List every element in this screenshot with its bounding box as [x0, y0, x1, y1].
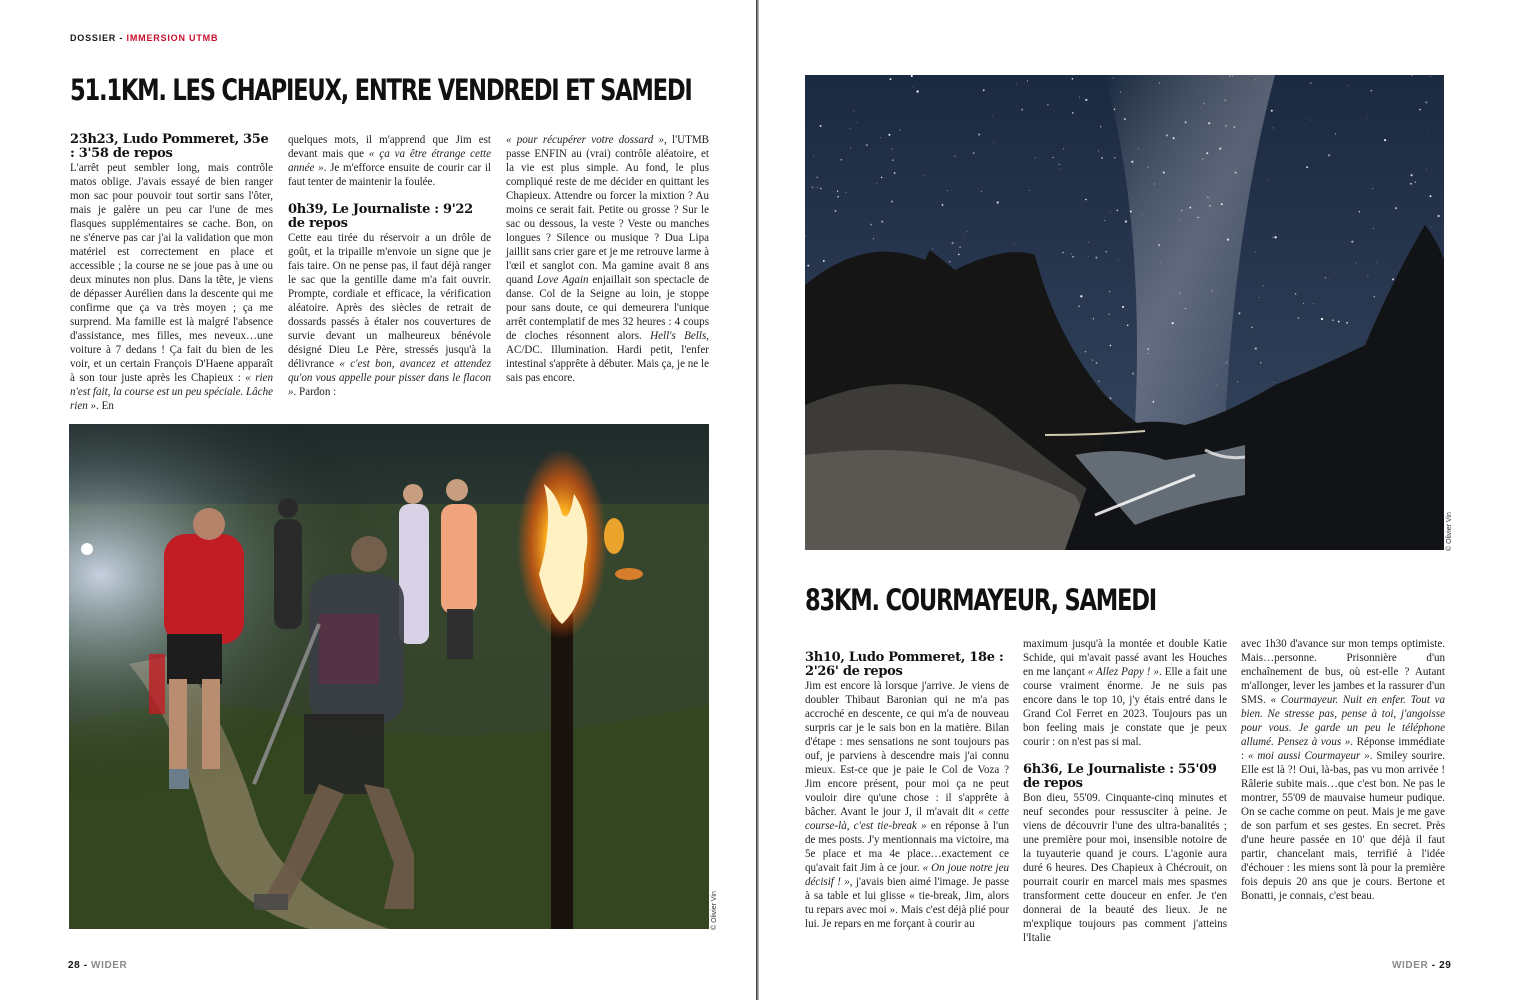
- star-dot: [1227, 238, 1229, 240]
- star-dot: [1085, 99, 1087, 101]
- star-dot: [1226, 361, 1227, 362]
- star-dot: [1430, 195, 1432, 197]
- right-col3-reply-quote: « moi aussi Courmayeur »: [1247, 750, 1370, 762]
- star-dot: [1095, 256, 1097, 258]
- star-dot: [1232, 76, 1233, 77]
- star-dot: [967, 231, 968, 232]
- star-dot: [857, 122, 858, 123]
- star-dot: [1234, 126, 1236, 128]
- star-dot: [994, 142, 995, 143]
- left-col3-text-1: , l'UTMB passe ENFIN au (vrai) contrôle aléatoire, et la vie est plus simple. Au fond, le plus compliqué reste de me décider en quittant les Chapieux. Attendre ou forcer la mixtion ? Au moins ce serait fait. Petite ou grosse ? Sur le sac ou dessous, la veste ? Veste ou manches longues ? Silence ou musique ? Dua Lipa jaillit sans crier gare et je me retrouve larme à l'œil et sanglot con. Ma gamine avait 8 ans quand: [506, 134, 710, 286]
- left-col3-text-3: , AC/DC. Illumination. Hardi petit, l'enfer intestinal s'apprête à débuter. Mais ça, je ne le sais pas encore.: [506, 330, 710, 384]
- star-dot: [1338, 321, 1340, 323]
- star-dot: [1367, 275, 1368, 276]
- star-dot: [1274, 382, 1275, 383]
- star-dot: [1093, 318, 1094, 319]
- right-column-2: [1023, 637, 1227, 945]
- runners-photo-illustration: [69, 424, 709, 929]
- star-dot: [1098, 150, 1099, 151]
- left-col2-body: [288, 231, 491, 399]
- right-page-number: 29: [1439, 960, 1452, 971]
- star-dot: [1052, 157, 1053, 158]
- left-folio-separator: -: [83, 960, 88, 971]
- star-dot: [1432, 227, 1433, 228]
- star-dot: [1201, 122, 1202, 123]
- star-dot: [947, 190, 948, 191]
- star-dot: [1166, 134, 1168, 136]
- runners-night-photo: [69, 424, 709, 929]
- right-col3-body: [1241, 637, 1445, 903]
- star-dot: [1335, 133, 1336, 134]
- star-dot: [1392, 278, 1394, 280]
- star-dot: [912, 87, 913, 88]
- section-tag: [70, 33, 218, 43]
- star-dot: [981, 191, 982, 192]
- star-dot: [1173, 137, 1175, 139]
- star-dot: [881, 177, 882, 178]
- star-dot: [1221, 203, 1223, 205]
- star-dot: [1160, 262, 1161, 263]
- right-column-1: [805, 651, 1009, 931]
- star-dot: [1297, 317, 1299, 319]
- star-dot: [1159, 82, 1160, 83]
- right-folio-separator: -: [1431, 960, 1436, 971]
- star-dot: [1122, 306, 1124, 308]
- star-dot: [877, 183, 878, 184]
- star-dot: [1147, 353, 1148, 354]
- star-dot: [1078, 305, 1080, 307]
- star-dot: [1047, 104, 1049, 106]
- star-dot: [1263, 285, 1264, 286]
- star-dot: [1100, 126, 1101, 127]
- star-dot: [1303, 303, 1304, 304]
- star-dot: [1138, 148, 1139, 149]
- star-dot: [954, 156, 955, 157]
- star-dot: [1268, 180, 1269, 181]
- right-col3-text-1: avec 1h30 d'avance sur mon temps optimiste. Mais…personne. Prisonnière d'un enchaînement de bus, où est-elle ? Autant m'allonger, lever les jambes et la rassurer d'un SMS.: [1241, 638, 1445, 706]
- right-headline: 83KM. COURMAYEUR, SAMEDI: [805, 583, 1156, 617]
- star-dot: [952, 242, 954, 244]
- star-dot: [1114, 157, 1115, 158]
- star-dot: [1104, 220, 1105, 221]
- right-col1-text-1: Jim est encore là lorsque j'arrive. Je viens de doubler Thibaut Baronian qui ne m'a pas accroché en descente, ce qui m'a de nouveau surpris car je le sais bon en la matière. Bilan d'étape : mes sensations ne sont toujours pas ouf, je parviens à descendre mais j'ai connu mieux. Est-ce que je paie le Col de Voza ? Jim encore présent, pour moi ça ne peut vouloir dire qu'une chose : il s'apprête à bâcher. Avant le jour J, il m'avait dit: [805, 680, 1009, 818]
- star-dot: [1237, 381, 1238, 382]
- left-page: [0, 0, 757, 1000]
- star-dot: [1209, 205, 1211, 207]
- star-dot: [1260, 362, 1261, 363]
- star-dot: [1085, 351, 1086, 352]
- star-dot: [1092, 359, 1093, 360]
- star-dot: [1072, 112, 1074, 114]
- star-dot: [1101, 157, 1103, 159]
- star-dot: [1251, 327, 1252, 328]
- star-dot: [892, 159, 894, 161]
- right-col3-text-3: . Smiley sourire. Elle est là ?! Oui, là-bas, pas vu mon arrivée ! Râlerie subite mais…que c'est bon. Ne pas le montrer, 55'09 de mauvaise humeur pudique. On se cache comme on peut. Mais je me gave de son parfum et ses gestes. En secret. Près d'une heure passée en 10' que déjà il faut partir, chancelant mais, terrifié à l'idée d'échouer : les miens sont là pour la première fois depuis 20 ans que je cours. Bertone et Bonatti, je connais, c'est beau.: [1241, 750, 1445, 902]
- right-photo-credit: © Olivier Vin: [1446, 512, 1453, 551]
- section-separator: -: [119, 33, 124, 43]
- star-dot: [983, 89, 985, 91]
- right-col2-body-2: Bon dieu, 55'09. Cinquante-cinq minutes et neuf secondes pour ressusciter à peine. Je viens de découvrir l'une des ultra-banalités ; une première pour moi, insensible notoire de la tuyauterie quand je cours. L'agonie aura duré 6 heures. Des Chapieux à Chécrouit, on pourrait courir en marcel mais mes spasmes transforment cette douceur en enfer. Je t'en donnerai de la beauté des lieux. Je ne m'explique toujours pas comment j'atteins l'Italie: [1023, 792, 1227, 944]
- star-dot: [992, 115, 993, 116]
- star-dot: [1142, 386, 1143, 387]
- star-dot: [1185, 308, 1187, 310]
- star-dot: [942, 204, 944, 206]
- star-dot: [1179, 220, 1180, 221]
- star-dot: [1197, 217, 1198, 218]
- star-dot: [1306, 166, 1308, 168]
- right-col1-subheading: 3h10, Ludo Pommeret, 18e : 2'26' de repos: [805, 650, 1004, 679]
- star-dot: [1072, 256, 1074, 258]
- star-dot: [1118, 260, 1119, 261]
- left-magazine-name: WIDER: [91, 960, 128, 971]
- star-dot: [1181, 210, 1182, 211]
- star-dot: [880, 137, 881, 138]
- right-col3-text-2: . Réponse immédiate :: [1241, 736, 1445, 762]
- star-dot: [924, 175, 925, 176]
- section-label: DOSSIER: [70, 33, 117, 43]
- star-dot: [1255, 347, 1257, 349]
- star-dot: [850, 128, 851, 129]
- star-dot: [1132, 372, 1134, 374]
- night-sky-illustration: [805, 75, 1444, 550]
- star-dot: [1238, 312, 1240, 314]
- star-dot: [1117, 210, 1118, 211]
- star-dot: [1272, 237, 1273, 238]
- star-dot: [888, 134, 890, 136]
- star-dot: [1059, 168, 1060, 169]
- star-dot: [1346, 322, 1348, 324]
- star-dot: [1430, 76, 1431, 77]
- star-dot: [932, 249, 933, 250]
- left-col2-intro-tail: . Je m'efforce ensuite de courir car il faut tenter de maintenir la foulée.: [288, 162, 491, 188]
- right-col1-text-2: en réponse à l'un de mes posts. J'y mentionnais ma victoire, ma 5e place et ma 4e place…exactement ce qu'avait fait Jim à ce jour.: [805, 820, 1010, 874]
- star-dot: [1426, 169, 1427, 170]
- star-dot: [1203, 103, 1204, 104]
- right-folio: [1392, 960, 1451, 971]
- star-dot: [1201, 107, 1202, 108]
- star-dot: [1368, 117, 1369, 118]
- left-col2-subheading: 0h39, Le Journaliste : 9'22 de repos: [288, 202, 473, 231]
- star-dot: [1374, 296, 1375, 297]
- right-col3-sms-quote: « Courmayeur. Nuit en enfer. Tout va bien. Ne stresse pas, pense à toi, j'angoisse pour vous. Je garde un peu le téléphone allumé. Pensez à vous »: [1241, 694, 1446, 748]
- left-col1-subheading: 23h23, Ludo Pommeret, 35e : 3'58 de repos: [70, 132, 269, 161]
- star-dot: [1195, 201, 1196, 202]
- left-col3-song-title-1: Love Again: [536, 274, 589, 286]
- left-col2-quote-1: « ça va être étrange cette année »: [288, 148, 491, 174]
- star-dot: [1255, 252, 1256, 253]
- star-dot: [866, 144, 868, 146]
- star-dot: [823, 260, 825, 262]
- star-dot: [958, 253, 960, 255]
- star-dot: [1189, 207, 1191, 209]
- star-dot: [1096, 362, 1098, 364]
- left-col3-song-title-2: Hell's Bells: [650, 330, 707, 342]
- left-col1-quote: « rien n'est fait, la course est un peu spéciale. Lâche rien »: [70, 372, 274, 412]
- star-dot: [820, 188, 822, 190]
- left-col3-text-2: enjaillait son spectacle de danse. Col de la Seigne au loin, je stoppe pour sans doute, ce qui demeurera l'unique arrêt contemplatif de mes 32 heures : 4 coups de cloches résonnent alors.: [506, 274, 709, 342]
- star-dot: [973, 152, 975, 154]
- star-dot: [850, 148, 851, 149]
- star-dot: [1425, 101, 1427, 103]
- right-magazine-name: WIDER: [1392, 960, 1429, 971]
- star-dot: [1088, 256, 1089, 257]
- star-dot: [1158, 244, 1160, 246]
- star-dot: [1027, 80, 1028, 81]
- star-dot: [1271, 110, 1273, 112]
- star-dot: [837, 196, 838, 197]
- star-dot: [807, 265, 809, 267]
- star-dot: [1359, 211, 1360, 212]
- star-dot: [1411, 174, 1413, 176]
- left-col2-quote-2: « c'est bon, avancez et attendez qu'on vous appelle pour pisser dans le flacon »: [288, 358, 491, 398]
- left-col2-tail: . Pardon :: [293, 386, 337, 398]
- star-dot: [911, 75, 913, 77]
- star-dot: [1179, 292, 1180, 293]
- star-dot: [1021, 109, 1023, 111]
- star-dot: [1410, 183, 1412, 185]
- star-dot: [1224, 100, 1226, 102]
- star-dot: [1113, 78, 1114, 79]
- star-dot: [1154, 184, 1155, 185]
- left-col3-quote: « pour récupérer votre dossard »: [506, 134, 665, 146]
- right-col2-text-1: maximum jusqu'à la montée et double Katie Schide, qui m'avait passé avant les Houches en me lançant: [1023, 638, 1227, 678]
- star-dot: [1110, 211, 1111, 212]
- star-dot: [1318, 211, 1319, 212]
- right-page: [759, 0, 1518, 1000]
- star-dot: [845, 192, 846, 193]
- star-dot: [1109, 397, 1111, 399]
- star-dot: [1310, 82, 1311, 83]
- star-dot: [1108, 314, 1109, 315]
- star-dot: [1098, 380, 1100, 382]
- star-dot: [1321, 318, 1323, 320]
- star-dot: [817, 187, 818, 188]
- star-dot: [853, 111, 854, 112]
- star-dot: [1411, 75, 1412, 76]
- star-dot: [1427, 133, 1428, 134]
- star-dot: [949, 261, 951, 263]
- star-dot: [873, 238, 874, 239]
- right-col2-subheading: 6h36, Le Journaliste : 55'09 de repos: [1023, 762, 1217, 791]
- left-column-1: [70, 133, 273, 413]
- star-dot: [816, 176, 818, 178]
- star-dot: [1372, 188, 1373, 189]
- left-column-3: [506, 133, 709, 385]
- star-dot: [1395, 207, 1397, 209]
- star-dot: [1348, 85, 1349, 86]
- star-dot: [1310, 120, 1311, 121]
- star-dot: [1172, 322, 1174, 324]
- right-col1-quote-2: « On joue notre jeu décisif ! »: [805, 862, 1009, 888]
- star-dot: [1088, 242, 1089, 243]
- star-dot: [1063, 148, 1064, 149]
- star-dot: [813, 156, 814, 157]
- star-dot: [1332, 319, 1334, 321]
- star-dot: [1351, 241, 1353, 243]
- star-dot: [1029, 190, 1030, 191]
- star-dot: [837, 190, 838, 191]
- star-dot: [891, 148, 892, 149]
- left-page-number: 28: [68, 960, 81, 971]
- star-dot: [1110, 345, 1112, 347]
- left-col3-body: [506, 133, 709, 385]
- milky-way-mountain-photo: [805, 75, 1444, 550]
- right-col2-body-1: [1023, 637, 1227, 749]
- star-dot: [1325, 277, 1327, 279]
- star-dot: [997, 201, 999, 203]
- star-dot: [870, 224, 872, 226]
- left-column-2: [288, 133, 491, 399]
- star-dot: [1105, 251, 1107, 253]
- left-col1-body: [70, 161, 273, 413]
- star-dot: [1109, 291, 1111, 293]
- star-dot: [820, 125, 822, 127]
- star-dot: [1274, 236, 1276, 238]
- left-col1-tail: . En: [96, 400, 114, 412]
- star-dot: [1370, 90, 1372, 92]
- star-dot: [890, 78, 892, 80]
- star-dot: [1014, 243, 1015, 244]
- star-dot: [881, 220, 883, 222]
- star-dot: [1152, 401, 1154, 403]
- star-dot: [1142, 214, 1143, 215]
- star-dot: [959, 246, 961, 248]
- right-col2-quote: « Allez Papy ! »: [1087, 666, 1159, 678]
- star-dot: [1259, 297, 1260, 298]
- star-dot: [811, 186, 813, 188]
- star-dot: [1212, 291, 1213, 292]
- star-dot: [1384, 139, 1386, 141]
- star-dot: [963, 234, 964, 235]
- star-dot: [1373, 228, 1374, 229]
- star-dot: [1208, 122, 1210, 124]
- star-dot: [1225, 125, 1227, 127]
- star-dot: [1147, 166, 1148, 167]
- star-dot: [1185, 121, 1187, 123]
- star-dot: [1223, 77, 1224, 78]
- star-dot: [1207, 197, 1208, 198]
- star-dot: [1336, 273, 1337, 274]
- star-dot: [1125, 220, 1127, 222]
- section-topic: IMMERSION UTMB: [126, 33, 219, 43]
- left-col2-intro-text: quelques mots, il m'apprend que Jim est devant mais que: [288, 134, 491, 160]
- star-dot: [894, 172, 896, 174]
- star-dot: [1058, 164, 1060, 166]
- left-col1-text: L'arrêt peut sembler long, mais contrôle matos oblige. J'avais essayé de bien ranger mon sac pour pouvoir tout sortir sans l'ôter, mais je galère un peu car l'une de mes flasques supplémentaires se cache. Bon, on ne s'énerve pas car j'ai la validation que mon matériel est correctement en place et accessible ; la course ne se joue pas à une ou deux minutes non plus. Dans la tête, je viens de dépasser Aurélien dans la descente qui me confirme que ça va très moyen ; ça me surprend. Ma famille est là malgré l'absence d'assistance, mes filles, mes neveux…une voiture à 7 dedans ! Ça fait du bien de les voir, et un certain François D'Haene apparaît à son tour juste après les Chapieux :: [70, 162, 273, 384]
- star-dot: [1124, 118, 1126, 120]
- star-dot: [1225, 363, 1226, 364]
- star-dot: [1131, 161, 1133, 163]
- star-dot: [1114, 109, 1115, 110]
- star-dot: [1219, 148, 1221, 150]
- star-dot: [1355, 262, 1356, 263]
- star-dot: [1163, 171, 1165, 173]
- star-dot: [1130, 210, 1132, 212]
- star-dot: [916, 90, 918, 92]
- star-dot: [1295, 293, 1297, 295]
- right-column-3: [1241, 637, 1445, 903]
- star-dot: [1235, 172, 1237, 174]
- star-dot: [1328, 154, 1330, 156]
- left-folio: [68, 960, 127, 971]
- star-dot: [834, 210, 836, 212]
- right-col1-text-3: , j'avais bien aimé l'image. Je passe à sa table et lui glisse « tie-break, Jim, alors tu repars avec moi ». Mais c'est déjà plié pour lui. Je repars en me forçant à courir au: [805, 876, 1009, 930]
- star-dot: [1147, 348, 1149, 350]
- star-dot: [1127, 324, 1129, 326]
- star-dot: [841, 159, 843, 161]
- star-dot: [1016, 84, 1017, 85]
- star-dot: [1376, 262, 1377, 263]
- star-dot: [1120, 92, 1121, 93]
- star-dot: [1206, 152, 1208, 154]
- right-col1-body: [805, 679, 1009, 931]
- star-dot: [899, 130, 900, 131]
- star-dot: [978, 133, 980, 135]
- star-dot: [1071, 253, 1072, 254]
- star-dot: [1229, 75, 1230, 76]
- right-col2-text-2: . Elle a fait une course vraiment énorme. Je ne suis pas encore dans le top 10, j'y étais entré dans le Grand Col Ferret en 2023. Toujours pas un bon feeling mais je constate que je peux courir : on n'est pas si mal.: [1023, 666, 1227, 748]
- star-dot: [1062, 252, 1063, 253]
- star-dot: [1079, 97, 1080, 98]
- left-headline: 51.1KM. LES CHAPIEUX, ENTRE VENDREDI ET SAMEDI: [70, 73, 692, 107]
- star-dot: [1080, 295, 1082, 297]
- star-dot: [1202, 158, 1203, 159]
- star-dot: [1035, 157, 1036, 158]
- left-col2-text: Cette eau tirée du réservoir a un drôle de goût, et la tripaille m'envoie un signe que je fais taire. On ne pense pas, il faut déjà ranger le sac que la gentille dame m'a fait ouvrir. Prompte, cordiale et efficace, la vérification aléatoire. Après des siècles de retrait de dossards passés à étaler nos couvertures de survie devant un malheureux bénévole désigné Dieu Le Père, stressés jusqu'à la délivrance: [288, 232, 491, 370]
- star-dot: [1085, 199, 1087, 201]
- left-col2-intro: [288, 133, 491, 189]
- right-col1-quote-1: « cette course-là, c'est tie-break »: [805, 806, 1009, 832]
- star-dot: [1419, 109, 1420, 110]
- star-dot: [1072, 78, 1074, 80]
- star-dot: [1313, 303, 1314, 304]
- star-dot: [1415, 182, 1416, 183]
- left-photo-credit: © Olivier Vin: [711, 891, 718, 930]
- star-dot: [1273, 127, 1274, 128]
- star-dot: [1216, 385, 1217, 386]
- star-dot: [891, 200, 893, 202]
- star-dot: [1255, 79, 1256, 80]
- star-dot: [1437, 215, 1439, 217]
